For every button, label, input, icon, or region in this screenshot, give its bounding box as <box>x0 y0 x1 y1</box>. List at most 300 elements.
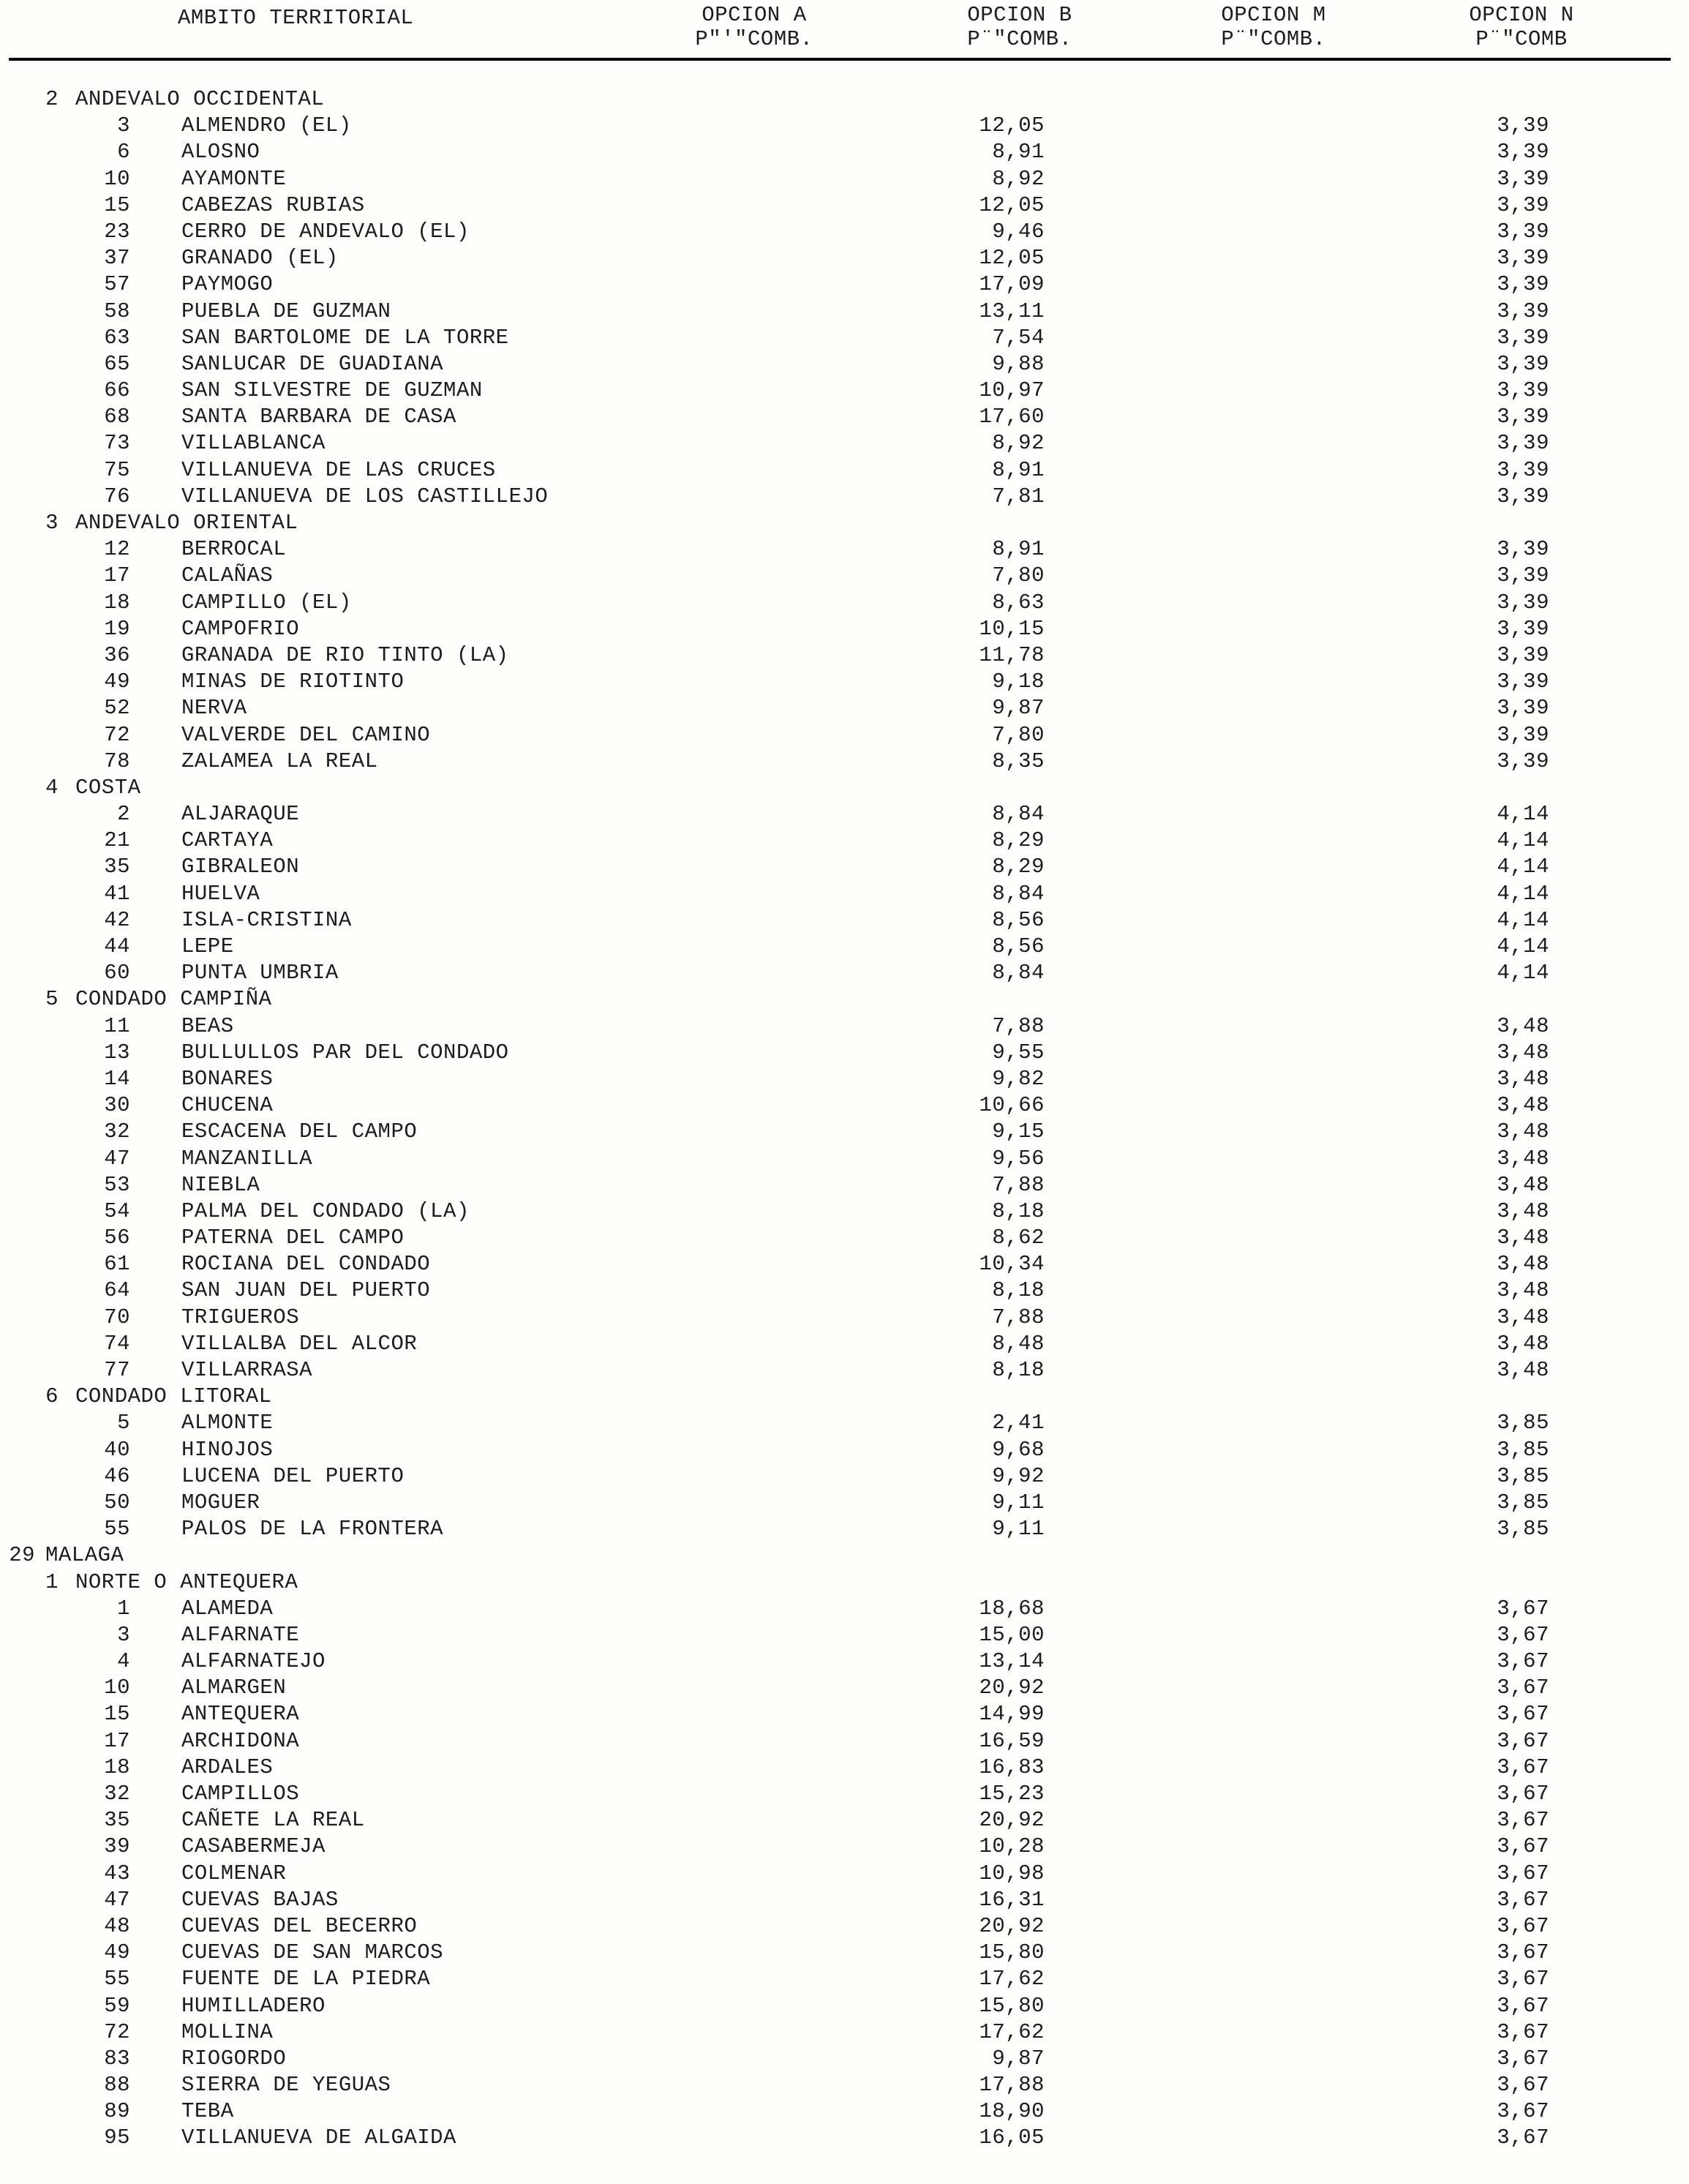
opcion-b-value: 8,48 <box>992 1331 1045 1356</box>
row-label: LUCENA DEL PUERTO <box>181 1463 405 1488</box>
table-row <box>0 748 1689 775</box>
row-number: 83 <box>104 2046 130 2071</box>
row-number: 88 <box>104 2073 130 2098</box>
row-label: ARCHIDONA <box>181 1728 300 1753</box>
column-header-opcion-n-name: OPCION N <box>1469 3 1574 27</box>
opcion-b-value: 15,23 <box>979 1782 1045 1806</box>
row-number: 66 <box>104 378 130 403</box>
table-row <box>0 669 1689 695</box>
row-label: VILLABLANCA <box>181 431 326 456</box>
opcion-b-value: 17,62 <box>979 2019 1045 2044</box>
row-label: HUELVA <box>181 881 260 906</box>
row-label: SAN SILVESTRE DE GUZMAN <box>181 378 483 403</box>
opcion-b-value: 7,54 <box>992 325 1045 350</box>
opcion-n-value: 3,48 <box>1497 1093 1549 1118</box>
opcion-b-value: 9,55 <box>992 1040 1045 1065</box>
opcion-n-value: 3,39 <box>1497 669 1549 694</box>
table-row <box>0 828 1689 854</box>
opcion-b-value: 8,91 <box>992 537 1045 562</box>
row-number: 77 <box>104 1358 130 1382</box>
opcion-n-value: 4,14 <box>1497 907 1549 932</box>
row-label: ISLA-CRISTINA <box>181 907 352 932</box>
table-row <box>0 1993 1689 2019</box>
opcion-b-value: 10,34 <box>979 1252 1045 1277</box>
row-number: 17 <box>104 563 130 588</box>
opcion-n-value: 3,39 <box>1497 219 1549 244</box>
row-number: 46 <box>104 1463 130 1488</box>
table-row <box>0 245 1689 271</box>
table-row <box>0 2125 1689 2151</box>
opcion-b-value: 16,05 <box>979 2125 1045 2150</box>
opcion-b-value: 10,28 <box>979 1834 1045 1859</box>
row-label: ALMARGEN <box>181 1675 287 1700</box>
row-label: SIERRA DE YEGUAS <box>181 2073 391 2098</box>
opcion-n-value: 4,14 <box>1497 881 1549 906</box>
table-row <box>0 1887 1689 1913</box>
opcion-b-value: 7,88 <box>992 1013 1045 1038</box>
row-label: PALOS DE LA FRONTERA <box>181 1517 444 1542</box>
opcion-n-value: 3,48 <box>1497 1252 1549 1277</box>
row-number: 10 <box>104 1675 130 1700</box>
opcion-n-value: 3,67 <box>1497 1675 1549 1700</box>
table-row <box>0 351 1689 378</box>
row-number: 21 <box>104 828 130 853</box>
row-number: 47 <box>104 1146 130 1171</box>
table-row <box>0 1490 1689 1516</box>
opcion-b-value: 8,63 <box>992 590 1045 615</box>
group-header-row <box>0 510 1689 536</box>
row-number: 3 <box>117 1622 130 1647</box>
column-header-opcion-a <box>644 3 864 51</box>
row-label: SANTA BARBARA DE CASA <box>181 405 456 429</box>
opcion-n-value: 3,67 <box>1497 2125 1549 2150</box>
table-row <box>0 1437 1689 1463</box>
row-label: BONARES <box>181 1066 274 1091</box>
opcion-b-value: 20,92 <box>979 1913 1045 1938</box>
table-row <box>0 139 1689 165</box>
row-label: LEPE <box>181 934 234 958</box>
row-label: VALVERDE DEL CAMINO <box>181 722 431 747</box>
row-number: 36 <box>104 642 130 667</box>
table-row <box>0 801 1689 828</box>
row-label: BEAS <box>181 1013 234 1038</box>
row-number: 6 <box>45 1384 59 1409</box>
opcion-b-value: 18,90 <box>979 2099 1045 2124</box>
row-number: 19 <box>104 616 130 641</box>
opcion-b-value: 9,11 <box>992 1490 1045 1515</box>
row-number: 35 <box>104 1808 130 1833</box>
table-row <box>0 934 1689 960</box>
row-label: TEBA <box>181 2099 234 2124</box>
row-label: ARDALES <box>181 1755 274 1779</box>
column-header-opcion-m <box>1164 3 1383 51</box>
row-number: 42 <box>104 907 130 932</box>
table-row <box>0 1225 1689 1251</box>
row-number: 72 <box>104 2019 130 2044</box>
row-number: 39 <box>104 1834 130 1859</box>
row-number: 32 <box>104 1782 130 1806</box>
table-row <box>0 1728 1689 1755</box>
opcion-b-value: 9,46 <box>992 219 1045 244</box>
opcion-n-value: 3,67 <box>1497 1649 1549 1674</box>
row-label: ALFARNATE <box>181 1622 300 1647</box>
table-row <box>0 1781 1689 1807</box>
row-number: 74 <box>104 1331 130 1356</box>
opcion-n-value: 3,67 <box>1497 1861 1549 1885</box>
table-row <box>0 1966 1689 1992</box>
opcion-b-value: 8,92 <box>992 431 1045 456</box>
row-label: VILLARRASA <box>181 1358 313 1382</box>
row-number: 78 <box>104 748 130 773</box>
row-number: 50 <box>104 1490 130 1515</box>
row-number: 12 <box>104 537 130 562</box>
row-label: CASABERMEJA <box>181 1834 326 1859</box>
table-body <box>0 86 1689 2152</box>
opcion-n-value: 3,48 <box>1497 1172 1549 1197</box>
row-number: 4 <box>117 1649 130 1674</box>
column-header-opcion-a-name: OPCION A <box>701 3 807 27</box>
table-row <box>0 2072 1689 2098</box>
opcion-n-value: 3,67 <box>1497 1755 1549 1779</box>
row-number: 14 <box>104 1066 130 1091</box>
opcion-n-value: 3,39 <box>1497 246 1549 271</box>
table-row <box>0 1277 1689 1304</box>
row-label: ESCACENA DEL CAMPO <box>181 1119 418 1144</box>
row-number: 49 <box>104 1940 130 1965</box>
table-row <box>0 1146 1689 1172</box>
opcion-b-value: 15,00 <box>979 1622 1045 1647</box>
row-number: 18 <box>104 1755 130 1779</box>
opcion-n-value: 4,14 <box>1497 828 1549 853</box>
row-number: 55 <box>104 1967 130 1992</box>
opcion-b-value: 20,92 <box>979 1808 1045 1833</box>
opcion-n-value: 3,48 <box>1497 1198 1549 1223</box>
opcion-n-value: 3,67 <box>1497 1808 1549 1833</box>
table-row <box>0 219 1689 245</box>
row-label: PAYMOGO <box>181 272 274 297</box>
row-label: CUEVAS DEL BECERRO <box>181 1913 418 1938</box>
opcion-b-value: 17,09 <box>979 272 1045 297</box>
row-label: CAÑETE LA REAL <box>181 1808 365 1833</box>
opcion-b-value: 17,60 <box>979 405 1045 429</box>
row-label: SAN BARTOLOME DE LA TORRE <box>181 325 509 350</box>
row-number: 1 <box>45 1569 59 1594</box>
row-label: CALAÑAS <box>181 563 274 588</box>
column-header-ambito: AMBITO TERRITORIAL <box>178 6 414 30</box>
opcion-b-value: 15,80 <box>979 1993 1045 2018</box>
row-number: 72 <box>104 722 130 747</box>
opcion-b-value: 9,68 <box>992 1437 1045 1462</box>
opcion-b-value: 13,14 <box>979 1649 1045 1674</box>
row-number: 52 <box>104 696 130 721</box>
opcion-n-value: 3,39 <box>1497 537 1549 562</box>
row-label: PUNTA UMBRIA <box>181 961 339 986</box>
opcion-n-value: 3,39 <box>1497 563 1549 588</box>
row-label: CABEZAS RUBIAS <box>181 192 365 217</box>
opcion-n-value: 3,48 <box>1497 1013 1549 1038</box>
opcion-n-value: 3,39 <box>1497 192 1549 217</box>
opcion-b-value: 8,56 <box>992 934 1045 958</box>
opcion-n-value: 3,39 <box>1497 431 1549 456</box>
table-row <box>0 1861 1689 1887</box>
table-row <box>0 722 1689 748</box>
opcion-n-value: 3,39 <box>1497 378 1549 403</box>
row-number: 60 <box>104 961 130 986</box>
row-label: VILLANUEVA DE LAS CRUCES <box>181 457 496 482</box>
opcion-b-value: 8,18 <box>992 1358 1045 1382</box>
opcion-n-value: 3,39 <box>1497 405 1549 429</box>
opcion-b-value: 8,84 <box>992 881 1045 906</box>
opcion-n-value: 3,39 <box>1497 748 1549 773</box>
opcion-n-value: 3,85 <box>1497 1517 1549 1542</box>
row-label: NERVA <box>181 696 247 721</box>
table-row <box>0 2046 1689 2072</box>
row-number: 3 <box>117 113 130 138</box>
table-row <box>0 1119 1689 1145</box>
table-row <box>0 854 1689 880</box>
row-number: 37 <box>104 246 130 271</box>
row-label: CARTAYA <box>181 828 274 853</box>
table-row <box>0 404 1689 430</box>
column-header-opcion-b-sub: P¨"COMB. <box>967 27 1072 51</box>
row-label: BULLULLOS PAR DEL CONDADO <box>181 1040 509 1065</box>
opcion-n-value: 3,39 <box>1497 457 1549 482</box>
opcion-n-value: 3,67 <box>1497 1993 1549 2018</box>
row-label: CUEVAS BAJAS <box>181 1887 339 1912</box>
opcion-b-value: 8,18 <box>992 1198 1045 1223</box>
opcion-b-value: 8,91 <box>992 457 1045 482</box>
row-number: 56 <box>104 1226 130 1250</box>
opcion-n-value: 3,67 <box>1497 1940 1549 1965</box>
opcion-b-value: 9,56 <box>992 1146 1045 1171</box>
row-label: RIOGORDO <box>181 2046 287 2071</box>
opcion-n-value: 3,48 <box>1497 1331 1549 1356</box>
group-header-row <box>0 1384 1689 1410</box>
table-row <box>0 299 1689 325</box>
row-label: AYAMONTE <box>181 166 287 191</box>
opcion-b-value: 8,35 <box>992 748 1045 773</box>
row-number: 11 <box>104 1013 130 1038</box>
row-number: 48 <box>104 1913 130 1938</box>
opcion-b-value: 10,97 <box>979 378 1045 403</box>
row-number: 65 <box>104 351 130 376</box>
row-number: 58 <box>104 299 130 323</box>
row-number: 68 <box>104 405 130 429</box>
opcion-n-value: 3,39 <box>1497 140 1549 165</box>
row-label: VILLANUEVA DE ALGAIDA <box>181 2125 456 2150</box>
row-number: 76 <box>104 484 130 509</box>
row-number: 73 <box>104 431 130 456</box>
header-divider <box>9 58 1671 61</box>
table-row <box>0 271 1689 298</box>
row-number: 15 <box>104 1702 130 1727</box>
row-label: SAN JUAN DEL PUERTO <box>181 1278 431 1303</box>
table-row <box>0 1172 1689 1198</box>
opcion-b-value: 8,62 <box>992 1226 1045 1250</box>
opcion-n-value: 3,48 <box>1497 1305 1549 1329</box>
row-label: ALFARNATEJO <box>181 1649 326 1674</box>
group-header-row <box>0 775 1689 801</box>
row-label: ALJARAQUE <box>181 802 300 827</box>
opcion-n-value: 3,67 <box>1497 1622 1549 1647</box>
table-row <box>0 484 1689 510</box>
opcion-b-value: 8,56 <box>992 907 1045 932</box>
table-row <box>0 430 1689 457</box>
opcion-n-value: 3,48 <box>1497 1226 1549 1250</box>
opcion-b-value: 9,87 <box>992 2046 1045 2071</box>
province-header-row <box>0 1542 1689 1569</box>
table-row <box>0 1251 1689 1277</box>
table-row <box>0 1834 1689 1860</box>
table-header <box>0 0 1689 86</box>
row-number: 13 <box>104 1040 130 1065</box>
opcion-b-value: 2,41 <box>992 1411 1045 1436</box>
opcion-b-value: 9,92 <box>992 1463 1045 1488</box>
opcion-n-value: 3,39 <box>1497 166 1549 191</box>
table-row <box>0 642 1689 669</box>
column-header-opcion-n <box>1412 3 1631 51</box>
opcion-n-value: 3,48 <box>1497 1146 1549 1171</box>
table-row <box>0 1596 1689 1622</box>
table-row <box>0 616 1689 642</box>
row-number: 49 <box>104 669 130 694</box>
table-row <box>0 1913 1689 1940</box>
opcion-n-value: 3,85 <box>1497 1437 1549 1462</box>
row-label: ALAMEDA <box>181 1596 274 1621</box>
table-row <box>0 166 1689 192</box>
opcion-n-value: 3,39 <box>1497 696 1549 721</box>
row-label: HINOJOS <box>181 1437 274 1462</box>
table-row <box>0 2019 1689 2046</box>
row-number: 5 <box>45 987 59 1012</box>
opcion-b-value: 7,88 <box>992 1305 1045 1329</box>
row-number: 40 <box>104 1437 130 1462</box>
row-label: FUENTE DE LA PIEDRA <box>181 1967 431 1992</box>
table-row <box>0 1066 1689 1092</box>
row-label: BERROCAL <box>181 537 287 562</box>
table-row <box>0 457 1689 484</box>
opcion-n-value: 3,67 <box>1497 1596 1549 1621</box>
row-label: COSTA <box>75 775 141 800</box>
opcion-b-value: 8,84 <box>992 802 1045 827</box>
row-label: TRIGUEROS <box>181 1305 300 1329</box>
opcion-n-value: 3,39 <box>1497 299 1549 323</box>
opcion-b-value: 16,31 <box>979 1887 1045 1912</box>
row-label: ALMONTE <box>181 1411 274 1436</box>
opcion-n-value: 3,85 <box>1497 1463 1549 1488</box>
opcion-b-value: 12,05 <box>979 192 1045 217</box>
table-row <box>0 1516 1689 1542</box>
row-number: 47 <box>104 1887 130 1912</box>
table-row <box>0 1675 1689 1701</box>
row-number: 18 <box>104 590 130 615</box>
opcion-b-value: 9,15 <box>992 1119 1045 1144</box>
row-label: ANTEQUERA <box>181 1702 300 1727</box>
table-row <box>0 695 1689 721</box>
row-number: 59 <box>104 1993 130 2018</box>
table-row <box>0 1648 1689 1675</box>
opcion-b-value: 8,84 <box>992 961 1045 986</box>
row-number: 54 <box>104 1198 130 1223</box>
row-label: PALMA DEL CONDADO (LA) <box>181 1198 470 1223</box>
row-label: ANDEVALO OCCIDENTAL <box>75 87 325 111</box>
opcion-b-value: 9,82 <box>992 1066 1045 1091</box>
opcion-b-value: 16,59 <box>979 1728 1045 1753</box>
table-row <box>0 536 1689 563</box>
table-row <box>0 1701 1689 1727</box>
table-row <box>0 960 1689 986</box>
opcion-b-value: 9,18 <box>992 669 1045 694</box>
opcion-b-value: 15,80 <box>979 1940 1045 1965</box>
row-number: 5 <box>117 1411 130 1436</box>
opcion-b-value: 12,05 <box>979 113 1045 138</box>
opcion-n-value: 3,67 <box>1497 1728 1549 1753</box>
table-row <box>0 325 1689 351</box>
row-number: 57 <box>104 272 130 297</box>
table-row <box>0 1622 1689 1648</box>
row-label: CERRO DE ANDEVALO (EL) <box>181 219 470 244</box>
row-number: 4 <box>45 775 59 800</box>
group-header-row <box>0 86 1689 113</box>
opcion-b-value: 14,99 <box>979 1702 1045 1727</box>
opcion-n-value: 3,48 <box>1497 1358 1549 1382</box>
opcion-n-value: 3,67 <box>1497 1782 1549 1806</box>
row-number: 55 <box>104 1517 130 1542</box>
opcion-n-value: 3,67 <box>1497 1967 1549 1992</box>
row-label: ZALAMEA LA REAL <box>181 748 378 773</box>
opcion-b-value: 7,80 <box>992 563 1045 588</box>
opcion-n-value: 3,67 <box>1497 2099 1549 2124</box>
table-row <box>0 1305 1689 1331</box>
opcion-b-value: 9,87 <box>992 696 1045 721</box>
opcion-n-value: 3,67 <box>1497 1887 1549 1912</box>
group-header-row <box>0 986 1689 1013</box>
row-number: 63 <box>104 325 130 350</box>
opcion-n-value: 3,48 <box>1497 1040 1549 1065</box>
opcion-b-value: 7,80 <box>992 722 1045 747</box>
opcion-b-value: 18,68 <box>979 1596 1045 1621</box>
opcion-b-value: 9,11 <box>992 1517 1045 1542</box>
row-label: PUEBLA DE GUZMAN <box>181 299 391 323</box>
table-row <box>0 1040 1689 1066</box>
row-number: 2 <box>117 802 130 827</box>
opcion-n-value: 3,67 <box>1497 1834 1549 1859</box>
opcion-b-value: 8,92 <box>992 166 1045 191</box>
table-row <box>0 1410 1689 1436</box>
opcion-n-value: 3,39 <box>1497 113 1549 138</box>
opcion-n-value: 3,48 <box>1497 1278 1549 1303</box>
opcion-b-value: 17,88 <box>979 2073 1045 2098</box>
row-number: 89 <box>104 2099 130 2124</box>
group-header-row <box>0 1569 1689 1596</box>
opcion-b-value: 20,92 <box>979 1675 1045 1700</box>
row-label: CONDADO LITORAL <box>75 1384 272 1409</box>
row-label: COLMENAR <box>181 1861 287 1885</box>
row-number: 95 <box>104 2125 130 2150</box>
row-label: MANZANILLA <box>181 1146 313 1171</box>
row-label: CHUCENA <box>181 1093 274 1118</box>
opcion-n-value: 3,39 <box>1497 272 1549 297</box>
row-label: GRANADA DE RIO TINTO (LA) <box>181 642 509 667</box>
table-row <box>0 1357 1689 1384</box>
row-number: 43 <box>104 1861 130 1885</box>
row-label: CAMPILLOS <box>181 1782 300 1806</box>
row-number: 64 <box>104 1278 130 1303</box>
opcion-n-value: 3,39 <box>1497 616 1549 641</box>
row-label: MOGUER <box>181 1490 260 1515</box>
row-label: ALOSNO <box>181 140 260 165</box>
row-number: 15 <box>104 192 130 217</box>
